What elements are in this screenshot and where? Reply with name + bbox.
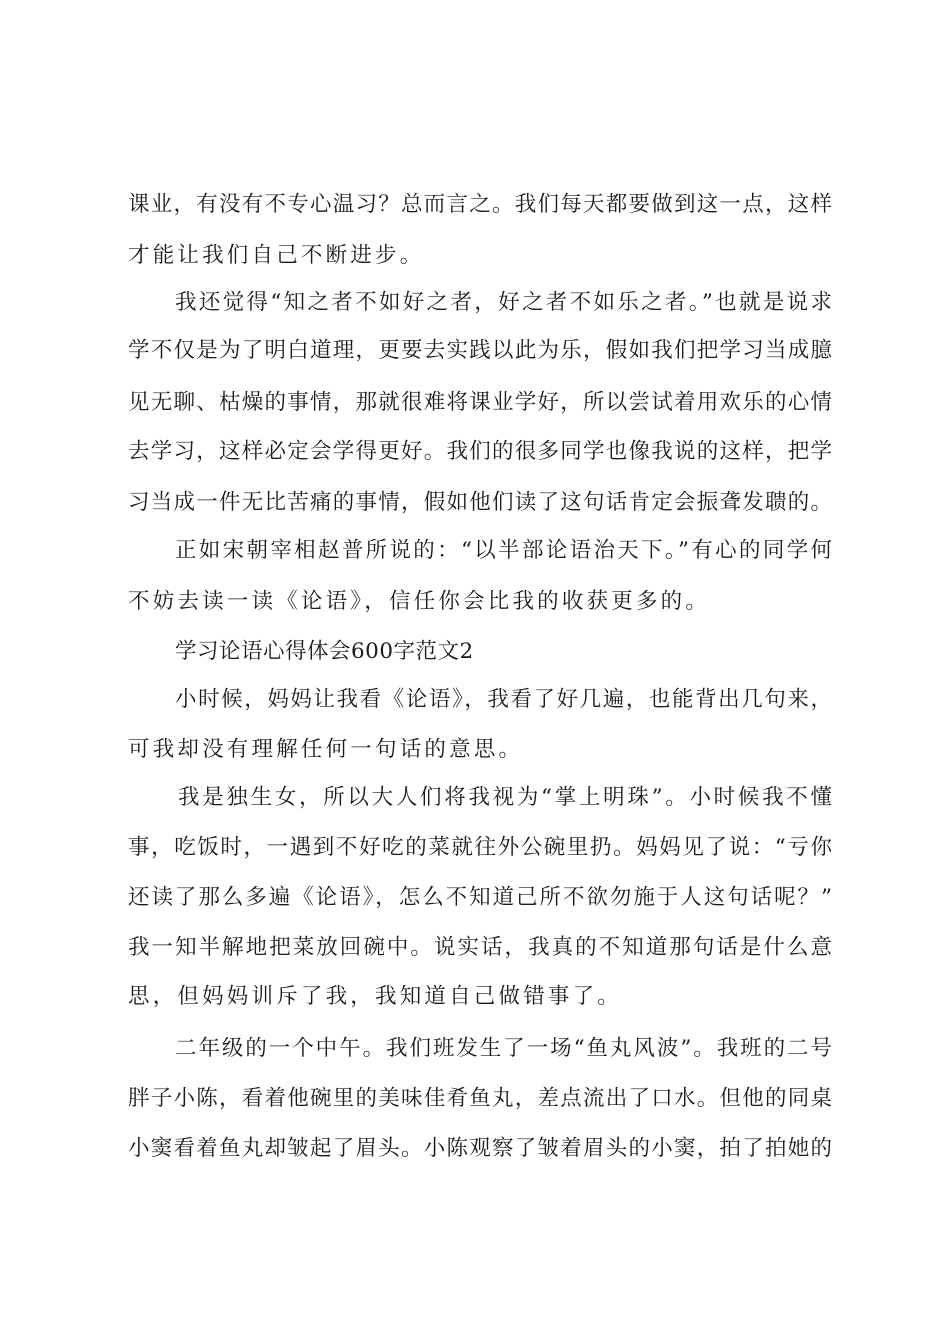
text-line: 习当成一件无比苦痛的事情，假如他们读了这句话肯定会振聋发聩的。: [128, 490, 832, 515]
text-line: 小窦看着鱼丸却皱起了眉头。小陈观察了皱着眉头的小窦，拍了拍她的: [128, 1136, 832, 1161]
text-line: 思，但妈妈训斥了我，我知道自己做错事了。: [128, 984, 623, 1009]
text-line: 不妨去读一读《论语》，信任你会比我的收获更多的。: [128, 589, 711, 614]
text-line: 课业，有没有不专心温习？总而言之。我们每天都要做到这一点，这样: [128, 192, 832, 217]
paragraph-start-line: 小时候，妈妈让我看《论语》，我看了好几遍，也能背出几句来，: [175, 687, 832, 712]
paragraph-start-line: 我是独生女，所以大人们将我视为“掌上明珠”。小时候我不懂: [178, 785, 832, 810]
text-line: 见无聊、枯燥的事情，那就很难将课业学好，所以尝试着用欢乐的心情: [128, 390, 832, 415]
paragraph-start-line: 二年级的一个中午。我们班发生了一场“鱼丸风波”。我班的二号: [175, 1036, 832, 1061]
text-line: 学不仅是为了明白道理，更要去实践以此为乐，假如我们把学习当成臆: [128, 338, 832, 363]
text-line: 才能让我们自己不断进步。: [128, 243, 425, 268]
section-heading: 学习论语心得体会600字范文2: [175, 639, 474, 664]
text-line: 去学习，这样必定会学得更好。我们的很多同学也像我说的这样，把学: [128, 439, 832, 464]
paragraph-start-line: 正如宋朝宰相赵普所说的：“以半部论语治天下。”有心的同学何: [175, 538, 832, 563]
text-line: 还读了那么多遍《论语》，怎么不知道己所不欲勿施于人这句话呢？”: [128, 885, 832, 910]
text-line: 事，吃饭时，一遇到不好吃的菜就往外公碗里扔。妈妈见了说：“亏你: [128, 835, 832, 860]
paragraph-start-line: 我还觉得“知之者不如好之者，好之者不如乐之者。”也就是说求: [175, 290, 832, 315]
text-line: 胖子小陈，看着他碗里的美味佳肴鱼丸，差点流出了口水。但他的同桌: [128, 1086, 832, 1111]
text-line: 可我却没有理解任何一句话的意思。: [128, 737, 524, 762]
text-line: 我一知半解地把菜放回碗中。说实话，我真的不知道那句话是什么意: [128, 935, 832, 960]
